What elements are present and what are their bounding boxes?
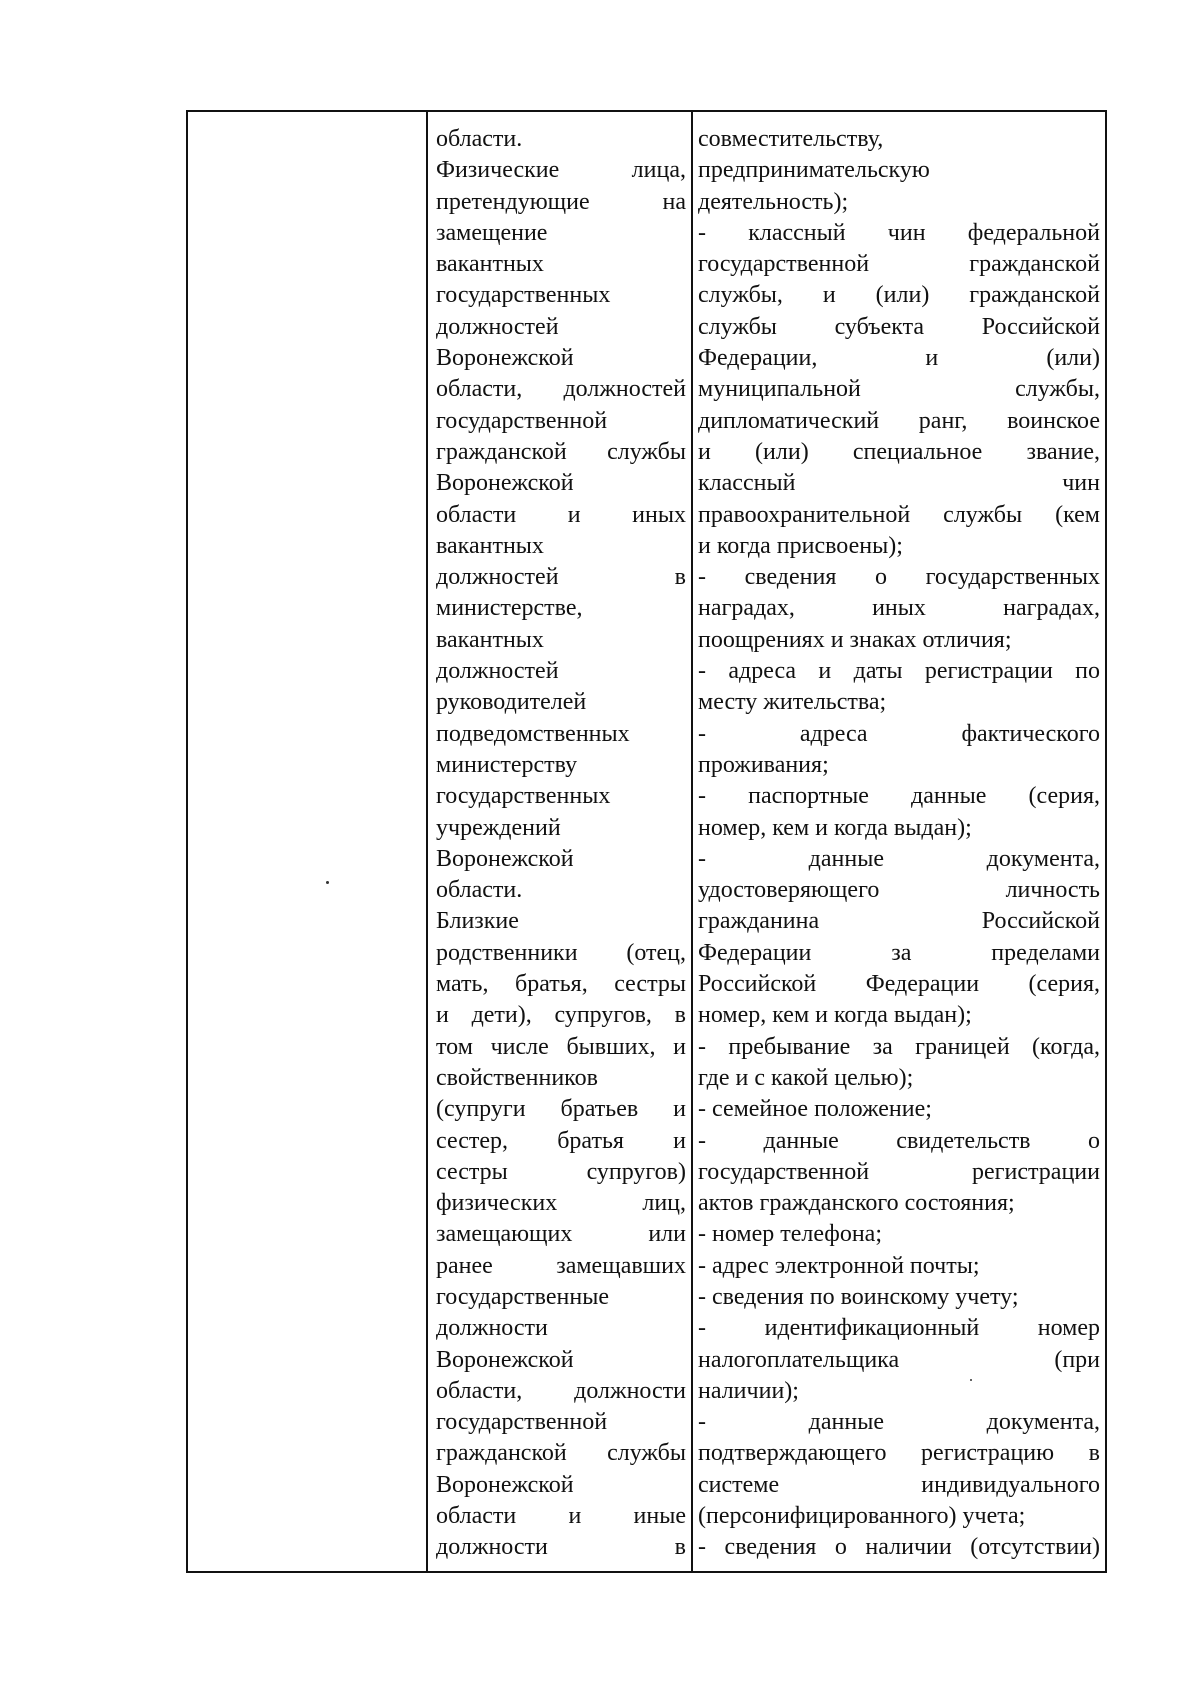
text-line: Федерации, и (или) — [698, 345, 1100, 372]
text-line: должностей — [436, 658, 559, 685]
text-line: деятельность); — [698, 188, 849, 215]
text-line: должности в — [436, 1534, 686, 1561]
text-line: должностей в — [436, 564, 686, 591]
text-line: - сведения о государственных — [698, 564, 1100, 591]
text-line: подтверждающего регистрацию в — [698, 1440, 1100, 1467]
text-line: - паспортные данные (серия, — [698, 783, 1100, 810]
text-line: Воронежской — [436, 845, 574, 872]
text-line: вакантных — [436, 626, 544, 653]
text-line: области. — [436, 126, 523, 152]
text-line: подведомственных — [436, 720, 630, 747]
text-line: и когда присвоены); — [698, 532, 903, 559]
text-line: области и иных — [436, 501, 686, 528]
text-line: наградах, иных наградах, — [698, 595, 1100, 622]
scan-speck — [326, 881, 329, 884]
text-line: замещающих или — [436, 1221, 686, 1248]
text-line: области. — [436, 877, 523, 904]
text-line: правоохранительной службы (кем — [698, 501, 1100, 528]
text-line: - сведения по воинскому учету; — [698, 1283, 1019, 1310]
text-line: номер, кем и когда выдан); — [698, 814, 972, 841]
column-2-text — [436, 124, 686, 1564]
text-line: - семейное положение; — [698, 1096, 932, 1123]
text-line: - данные свидетельств о — [698, 1127, 1100, 1154]
text-line: (персонифицированного) учета; — [698, 1503, 1026, 1530]
text-line: вакантных — [436, 251, 544, 278]
text-line: руководителей — [436, 689, 587, 716]
text-line: области и иные — [436, 1503, 686, 1530]
text-line: том числе бывших, и — [436, 1033, 686, 1060]
text-line: дипломатический ранг, воинское — [698, 407, 1100, 434]
text-line: ранее замещавших — [436, 1252, 686, 1279]
text-line: физических лиц, — [436, 1190, 686, 1217]
text-line: проживания; — [698, 751, 829, 778]
text-line: Воронежской — [436, 470, 574, 497]
text-line: гражданской службы — [436, 1440, 686, 1467]
text-line: - классный чин федеральной — [698, 219, 1100, 246]
text-line: Близкие — [436, 908, 519, 935]
text-line: области, должностей — [436, 376, 686, 403]
table-cell-column-1 — [188, 112, 428, 1571]
text-line: сестры супругов) — [436, 1158, 686, 1185]
text-line: - адреса и даты регистрации по — [698, 658, 1100, 685]
text-line: службы, и (или) гражданской — [698, 282, 1100, 309]
text-line: удостоверяющего личность — [698, 877, 1100, 904]
table-cell-column-3 — [693, 112, 1105, 1571]
text-line: мать, братья, сестры — [436, 971, 686, 998]
text-line: Воронежской — [436, 1346, 574, 1373]
text-line: вакантных — [436, 532, 544, 559]
text-line: родственники (отец, — [436, 939, 686, 966]
text-line: - сведения о наличии (отсутствии) — [698, 1534, 1100, 1561]
text-line: совместительству, — [698, 126, 884, 152]
text-line: Воронежской — [436, 1471, 574, 1498]
document-table — [186, 110, 1107, 1573]
text-line: государственной — [436, 407, 608, 434]
text-line: - данные документа, — [698, 845, 1100, 872]
text-line: службы субъекта Российской — [698, 313, 1100, 340]
text-line: - идентификационный номер — [698, 1315, 1100, 1342]
text-line: (супруги братьев и — [436, 1096, 686, 1123]
text-line: гражданской службы — [436, 438, 686, 465]
text-line: и дети), супругов, в — [436, 1002, 686, 1029]
text-line: государственных — [436, 783, 611, 810]
table-cell-column-2 — [428, 112, 693, 1571]
text-line: должности — [436, 1315, 548, 1342]
column-3-text — [698, 124, 1100, 1564]
text-line: номер, кем и когда выдан); — [698, 1002, 972, 1029]
text-line: сестер, братья и — [436, 1127, 686, 1154]
text-line: претендующие на — [436, 188, 686, 215]
scan-speck — [970, 1379, 972, 1381]
text-line: системе индивидуального — [698, 1471, 1100, 1498]
text-line: Российской Федерации (серия, — [698, 971, 1100, 998]
text-line: учреждений — [436, 814, 561, 841]
text-line: поощрениях и знаках отличия; — [698, 626, 1012, 653]
text-line: - пребывание за границей (когда, — [698, 1033, 1100, 1060]
text-line: месту жительства; — [698, 689, 887, 716]
text-line: - данные документа, — [698, 1409, 1100, 1436]
text-line: муниципальной службы, — [698, 376, 1100, 403]
text-line: классный чин — [698, 470, 1100, 497]
text-line: должностей — [436, 313, 559, 340]
text-line: наличии); — [698, 1377, 799, 1404]
text-line: Физические лица, — [436, 157, 686, 184]
text-line: актов гражданского состояния; — [698, 1190, 1015, 1217]
text-line: гражданина Российской — [698, 908, 1100, 935]
text-line: министерству — [436, 751, 578, 778]
text-line: и (или) специальное звание, — [698, 438, 1100, 465]
text-line: государственных — [436, 282, 611, 309]
text-line: государственной регистрации — [698, 1158, 1100, 1185]
text-line: замещение — [436, 219, 548, 246]
text-line: - адрес электронной почты; — [698, 1252, 980, 1279]
text-line: государственной гражданской — [698, 251, 1100, 278]
text-line: - адреса фактического — [698, 720, 1100, 747]
text-line: предпринимательскую — [698, 157, 930, 184]
text-line: Федерации за пределами — [698, 939, 1100, 966]
text-line: области, должности — [436, 1377, 686, 1404]
text-line: Воронежской — [436, 345, 574, 372]
text-line: государственной — [436, 1409, 608, 1436]
text-line: государственные — [436, 1283, 609, 1310]
text-line: министерстве, — [436, 595, 583, 622]
text-line: - номер телефона; — [698, 1221, 882, 1248]
text-line: налогоплательщика (при — [698, 1346, 1100, 1373]
text-line: где и с какой целью); — [698, 1064, 914, 1091]
text-line: свойственников — [436, 1064, 598, 1091]
